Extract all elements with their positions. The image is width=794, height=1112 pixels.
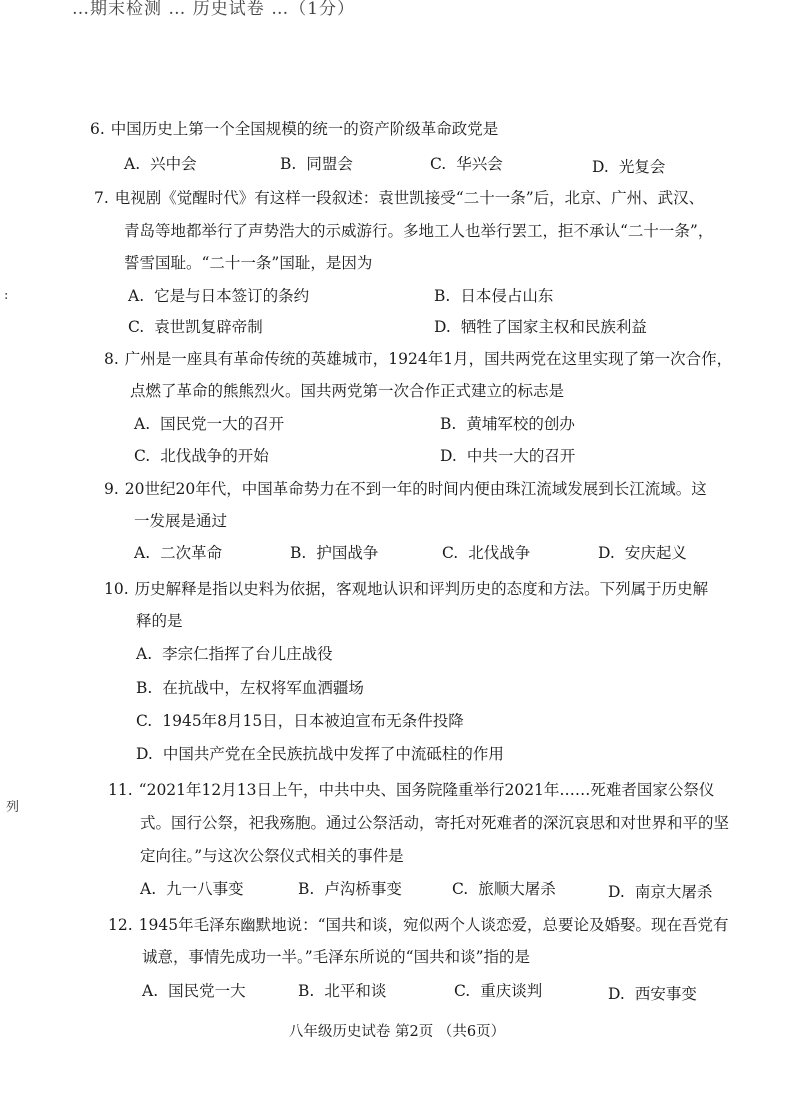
question-9-line-2: 一发展是通过	[134, 512, 228, 530]
question-10-number: 10.	[104, 580, 129, 598]
question-12-option-c: C. 重庆谈判	[454, 982, 543, 1000]
question-9-option-a: A. 二次革命	[134, 544, 223, 562]
question-12-option-b: B. 北平和谈	[298, 982, 387, 1000]
question-8-option-a: A. 国民党一大的召开	[134, 415, 285, 433]
question-12-option-d: D. 西安事变	[608, 985, 697, 1003]
question-9-option-d: D. 安庆起义	[598, 544, 687, 562]
question-11-option-b: B. 卢沟桥事变	[298, 880, 402, 898]
question-7-number: 7.	[94, 189, 109, 207]
question-9-line-1: 9. 20世纪20年代，中国革命势力在不到一年的时间内便由珠江流域发展到长江流域。这	[104, 480, 707, 498]
question-11-line-1: 11. “2021年12月13日上午，中共中央、国务院隆重举行2021年……死难者国家公祭仪	[108, 781, 715, 799]
question-12-line-1: 12. 1945年毛泽东幽默地说：“国共和谈，宛似两个人谈恋爱，总要论及婚娶。现在吾党有	[108, 916, 729, 934]
question-11-option-a: A. 九一八事变	[140, 880, 244, 898]
question-10-option-c: C. 1945年8月15日，日本被迫宣布无条件投降	[136, 712, 464, 730]
question-10-line-1: 10. 历史解释是指以史料为依据，客观地认识和评判历史的态度和方法。下列属于历史解	[104, 580, 709, 598]
question-6-option-b: B. 同盟会	[280, 155, 353, 173]
question-12-line-2: 诚意，事情先成功一半。”毛泽东所说的“国共和谈”指的是	[142, 948, 531, 966]
question-12-number: 12.	[108, 916, 133, 934]
question-12-option-a: A. 国民党一大	[142, 982, 246, 1000]
question-7-line-3: 誓雪国耻。“二十一条”国耻，是因为	[124, 254, 373, 272]
question-6-line-1: 6. 中国历史上第一个全国规模的统一的资产阶级革命政党是	[90, 120, 499, 138]
question-6-option-c: C. 华兴会	[430, 155, 503, 173]
margin-mark-colon: :	[4, 288, 9, 303]
question-11-option-c: C. 旅顺大屠杀	[452, 880, 556, 898]
question-11-option-d: D. 南京大屠杀	[608, 883, 713, 901]
question-8-option-d: D. 中共一大的召开	[440, 447, 576, 465]
question-10-line-2: 释的是	[136, 612, 183, 630]
question-11-number: 11.	[108, 781, 133, 799]
question-10-option-a: A. 李宗仁指挥了台儿庄战役	[136, 645, 333, 663]
question-9-option-c: C. 北伐战争	[442, 544, 531, 562]
question-6-option-a: A. 兴中会	[124, 155, 197, 173]
question-6-number: 6.	[90, 120, 105, 138]
question-8-option-c: C. 北伐战争的开始	[134, 447, 269, 465]
question-7-line-2: 青岛等地都举行了声势浩大的示威游行。多地工人也举行罢工，拒不承认“二十一条”，	[124, 222, 714, 240]
question-10-option-d: D. 中国共产党在全民族抗战中发挥了中流砥柱的作用	[136, 745, 504, 763]
question-11-line-3: 定向往。”与这次公祭仪式相关的事件是	[140, 847, 404, 865]
question-7-option-b: B. 日本侵占山东	[434, 287, 554, 305]
question-7-option-d: D. 牺牲了国家主权和民族利益	[434, 318, 647, 336]
question-7-option-c: C. 袁世凯复辟帝制	[128, 318, 263, 336]
question-8-option-b: B. 黄埔军校的创办	[440, 415, 575, 433]
margin-mark-character: 列	[6, 800, 20, 815]
question-9-number: 9.	[104, 480, 119, 498]
header-fragment: …期末检测 … 历史试卷 …（1分）	[72, 0, 356, 19]
question-7-line-1: 7. 电视剧《觉醒时代》有这样一段叙述：袁世凯接受“二十一条”后，北京、广州、武汉、	[94, 189, 705, 207]
question-8-line-2: 点燃了革命的熊熊烈火。国共两党第一次合作正式建立的标志是	[130, 382, 565, 400]
question-10-option-b: B. 在抗战中，左权将军血洒疆场	[136, 679, 364, 697]
question-8-line-1: 8. 广州是一座具有革命传统的英雄城市，1924年1月，国共两党在这里实现了第一次合作，	[104, 350, 733, 368]
page-footer: 八年级历史试卷 第2页 （共6页）	[288, 1024, 506, 1040]
question-9-option-b: B. 护国战争	[290, 544, 379, 562]
question-7-option-a: A. 它是与日本签订的条约	[128, 287, 310, 305]
question-8-number: 8.	[104, 350, 119, 368]
question-11-line-2: 式。国行公祭，祀我殇胞。通过公祭活动，寄托对死难者的深沉哀思和对世界和平的坚	[140, 814, 730, 832]
question-6-option-d: D. 光复会	[592, 158, 666, 176]
